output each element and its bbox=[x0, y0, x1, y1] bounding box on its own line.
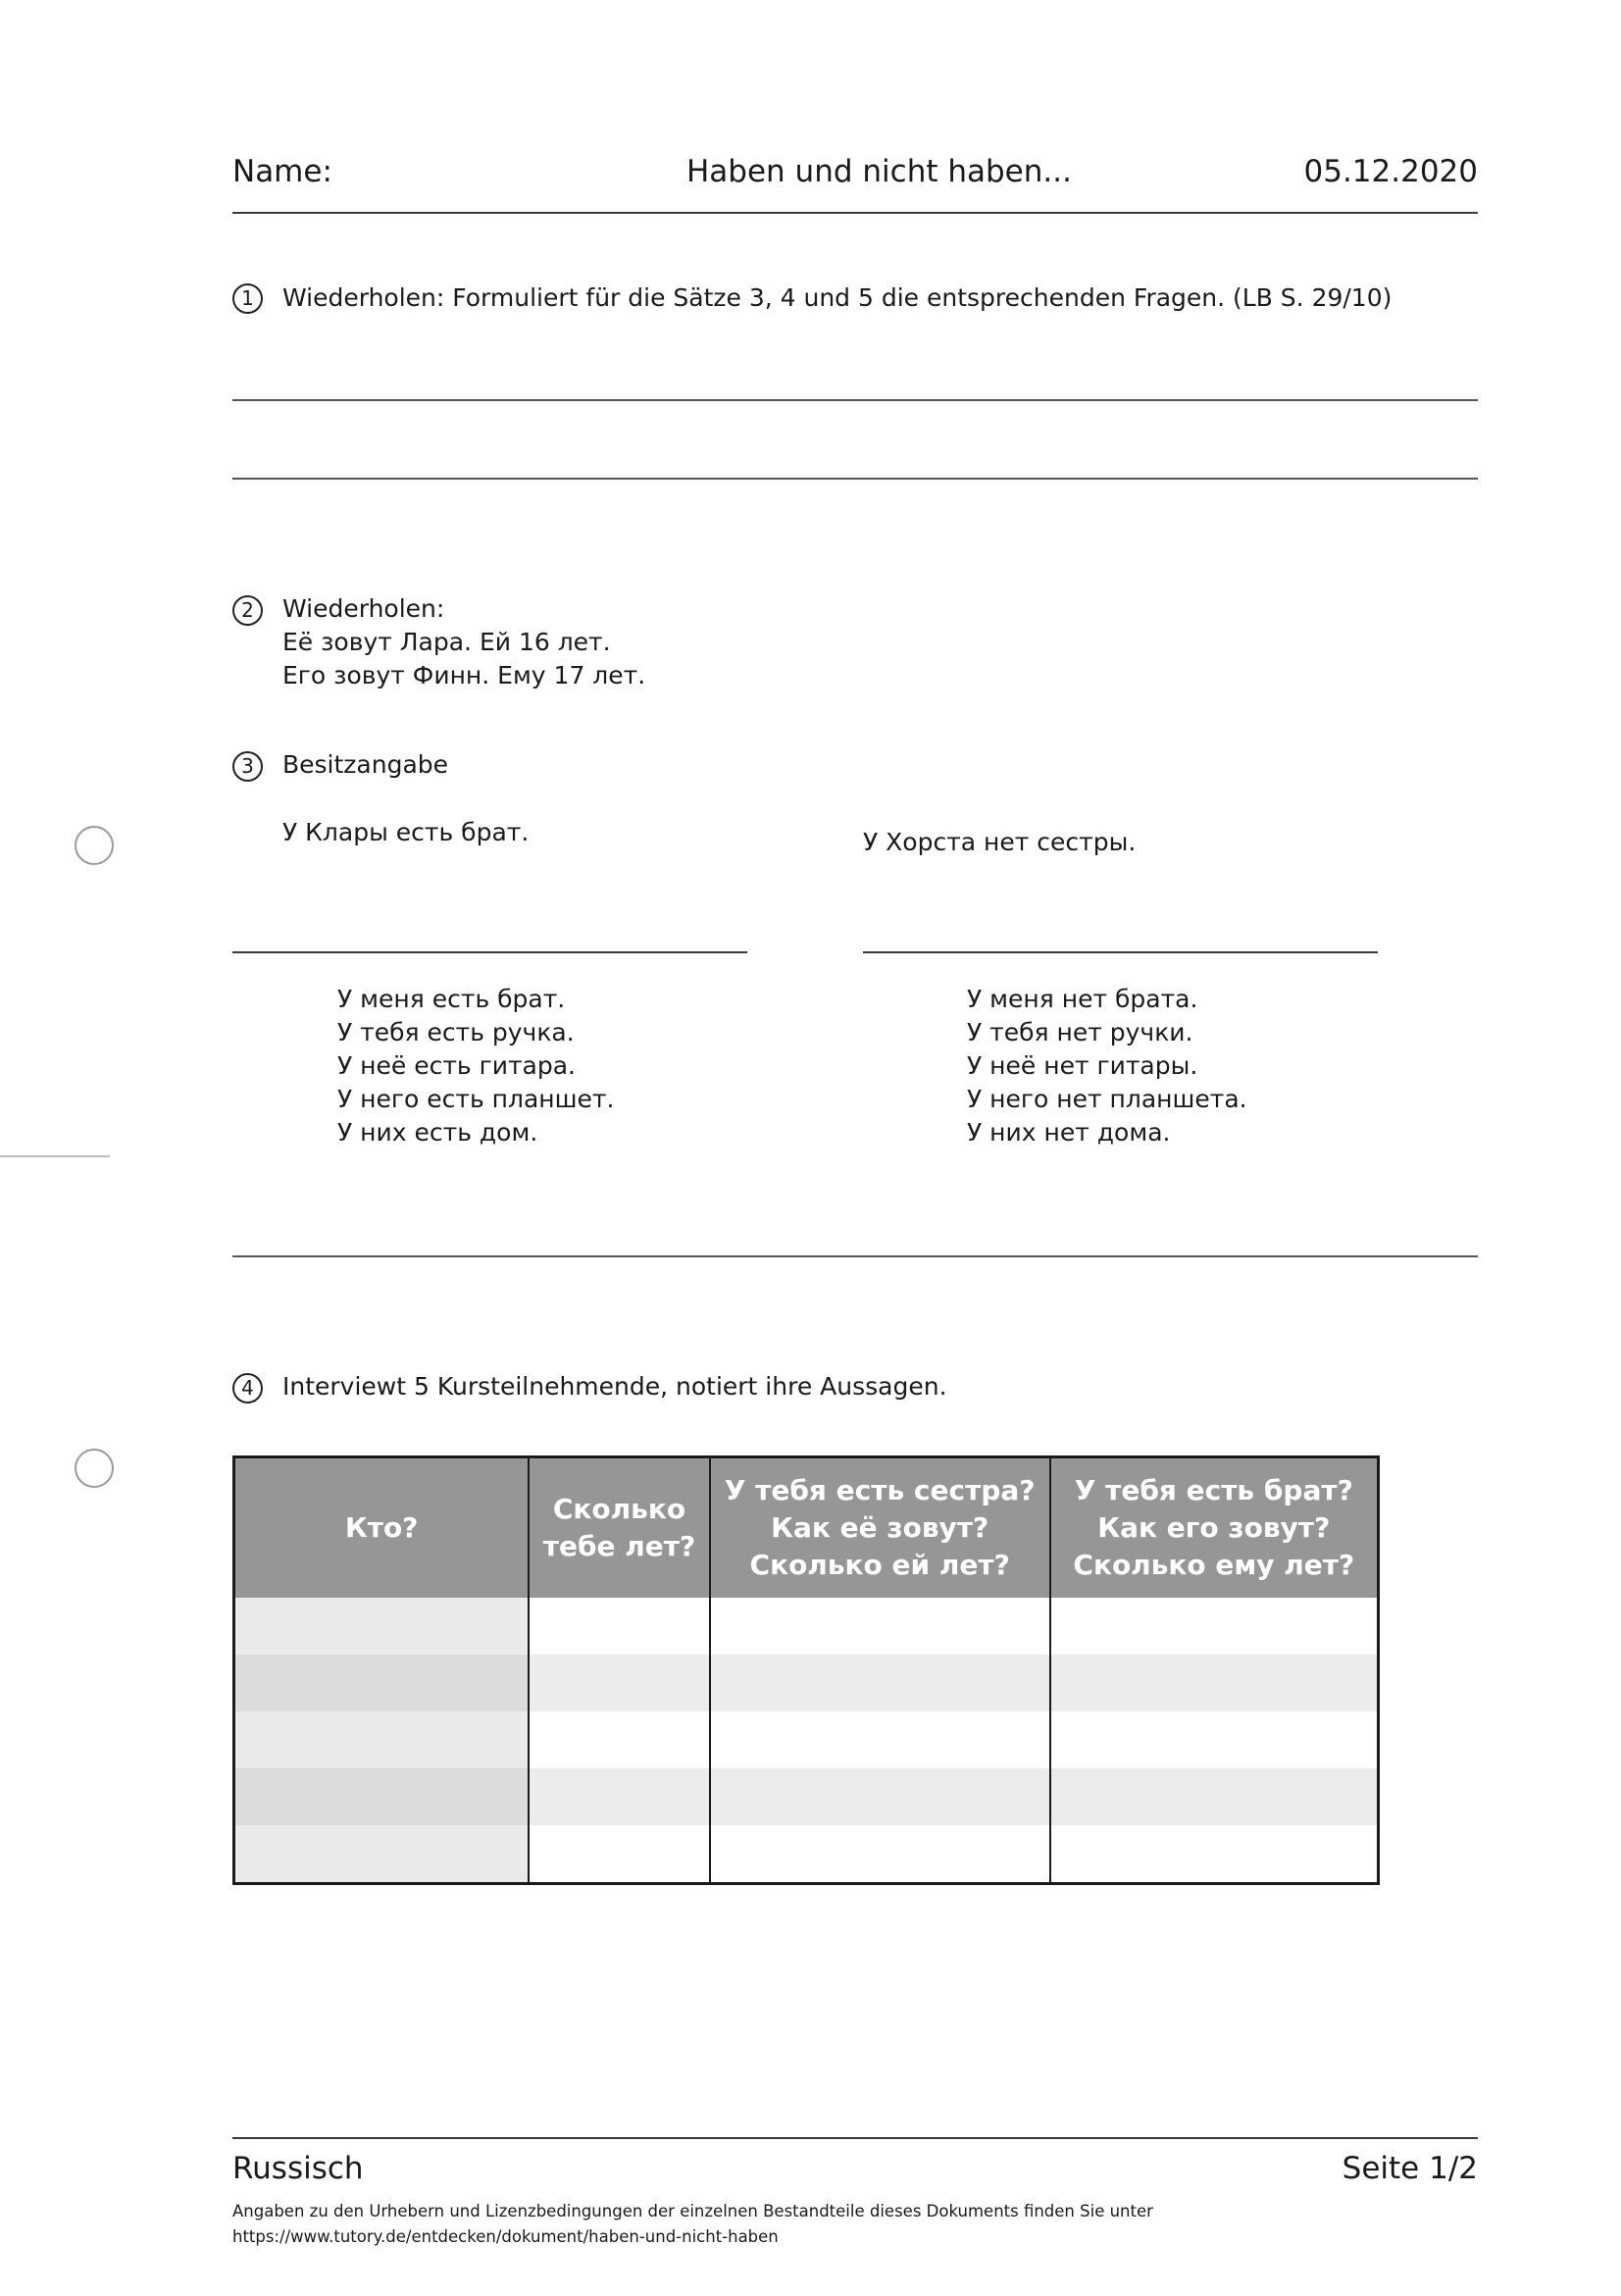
task-2-line: Её зовут Лара. Ей 16 лет. bbox=[282, 628, 611, 656]
task-3-heading: Besitzangabe bbox=[282, 750, 449, 779]
table-cell[interactable] bbox=[234, 1598, 530, 1655]
have-phrase: У них есть дом. bbox=[337, 1118, 538, 1147]
table-row bbox=[234, 1598, 1379, 1655]
header-line: Кто? bbox=[344, 1511, 419, 1544]
page-number: Seite 1/2 bbox=[1342, 2151, 1478, 2186]
table-cell[interactable] bbox=[1050, 1598, 1379, 1655]
task-number-4: 4 bbox=[232, 1373, 263, 1403]
header-line: Сколько ей лет? bbox=[749, 1549, 1010, 1581]
header-age bbox=[529, 1457, 709, 1599]
table-row bbox=[234, 1711, 1379, 1768]
table-cell[interactable] bbox=[710, 1711, 1050, 1768]
rule-line-right[interactable] bbox=[863, 951, 1378, 953]
have-not-phrase: У неё нет гитары. bbox=[967, 1051, 1198, 1080]
have-not-phrase: У них нет дома. bbox=[967, 1118, 1171, 1147]
table-row bbox=[234, 1825, 1379, 1884]
credit-line: Angaben zu den Urhebern und Lizenzbedingungen der einzelnen Bestandteile dieses Dokuments finden Sie unter bbox=[232, 2202, 1153, 2220]
interview-table bbox=[232, 1455, 1380, 1885]
task-1-instruction: Wiederholen: Formuliert für die Sätze 3, 4 und 5 die entsprechenden Fragen. (LB S. 29/10) bbox=[282, 283, 1393, 312]
table-cell[interactable] bbox=[234, 1655, 530, 1711]
task-number-2: 2 bbox=[232, 595, 263, 626]
header-who bbox=[234, 1457, 530, 1599]
header-line: Как его зовут? bbox=[1097, 1511, 1331, 1544]
header-line: У тебя есть сестра? bbox=[724, 1474, 1036, 1506]
page-title: Haben und nicht haben... bbox=[686, 154, 1072, 189]
table-cell[interactable] bbox=[710, 1825, 1050, 1884]
table-cell[interactable] bbox=[234, 1768, 530, 1825]
task-number-1: 1 bbox=[232, 283, 263, 314]
header-line: Как её зовут? bbox=[771, 1511, 989, 1544]
answer-line[interactable] bbox=[232, 478, 1478, 480]
have-not-phrase: У меня нет брата. bbox=[967, 985, 1198, 1013]
have-not-list bbox=[967, 983, 1247, 1149]
table-cell[interactable] bbox=[710, 1598, 1050, 1655]
example-have-not: У Хорста нет сестры. bbox=[863, 828, 1137, 856]
have-list bbox=[337, 983, 614, 1149]
rule-line-left[interactable] bbox=[232, 951, 747, 953]
task-4-instruction: Interviewt 5 Kursteilnehmende, notiert ihre Aussagen. bbox=[282, 1372, 947, 1401]
table-cell[interactable] bbox=[529, 1655, 709, 1711]
header-brother bbox=[1050, 1457, 1379, 1599]
have-not-phrase: У него нет планшета. bbox=[967, 1085, 1247, 1113]
have-phrase: У неё есть гитара. bbox=[337, 1051, 577, 1080]
table-row bbox=[234, 1768, 1379, 1825]
have-not-phrase: У тебя нет ручки. bbox=[967, 1018, 1193, 1046]
table-cell[interactable] bbox=[529, 1598, 709, 1655]
table-cell[interactable] bbox=[710, 1768, 1050, 1825]
punch-hole-top bbox=[75, 826, 114, 865]
table-header-row bbox=[234, 1457, 1379, 1599]
task-2-heading: Wiederholen: bbox=[282, 594, 445, 623]
table-cell[interactable] bbox=[529, 1768, 709, 1825]
have-phrase: У тебя есть ручка. bbox=[337, 1018, 575, 1046]
task-number-3: 3 bbox=[232, 751, 263, 782]
credit-url[interactable]: https://www.tutory.de/entdecken/dokument/haben-und-nicht-haben bbox=[232, 2227, 779, 2246]
section-rule bbox=[232, 1255, 1478, 1257]
name-label: Name: bbox=[232, 154, 332, 189]
header-line: Сколько ему лет? bbox=[1073, 1549, 1355, 1581]
have-phrase: У меня есть брат. bbox=[337, 985, 566, 1013]
table-cell[interactable] bbox=[529, 1825, 709, 1884]
example-have: У Клары есть брат. bbox=[282, 818, 530, 846]
footer-rule bbox=[232, 2137, 1478, 2139]
table-cell[interactable] bbox=[710, 1655, 1050, 1711]
table-cell[interactable] bbox=[234, 1711, 530, 1768]
header-rule bbox=[232, 212, 1478, 214]
punch-hole-bottom bbox=[75, 1449, 114, 1488]
table-cell[interactable] bbox=[1050, 1655, 1379, 1711]
answer-line[interactable] bbox=[232, 399, 1478, 401]
fold-mark bbox=[0, 1155, 110, 1157]
table-cell[interactable] bbox=[1050, 1711, 1379, 1768]
credit-text bbox=[232, 2199, 1468, 2250]
table-row bbox=[234, 1655, 1379, 1711]
table-cell[interactable] bbox=[1050, 1825, 1379, 1884]
header-line: У тебя есть брат? bbox=[1074, 1474, 1353, 1506]
header-line: Сколько bbox=[552, 1493, 686, 1525]
header-line: тебе лет? bbox=[542, 1530, 696, 1562]
table-cell[interactable] bbox=[234, 1825, 530, 1884]
table-cell[interactable] bbox=[529, 1711, 709, 1768]
subject-label: Russisch bbox=[232, 2151, 364, 2186]
header-sister bbox=[710, 1457, 1050, 1599]
have-phrase: У него есть планшет. bbox=[337, 1085, 615, 1113]
task-2-line: Его зовут Финн. Ему 17 лет. bbox=[282, 661, 646, 689]
table-cell[interactable] bbox=[1050, 1768, 1379, 1825]
date: 05.12.2020 bbox=[1303, 154, 1478, 189]
